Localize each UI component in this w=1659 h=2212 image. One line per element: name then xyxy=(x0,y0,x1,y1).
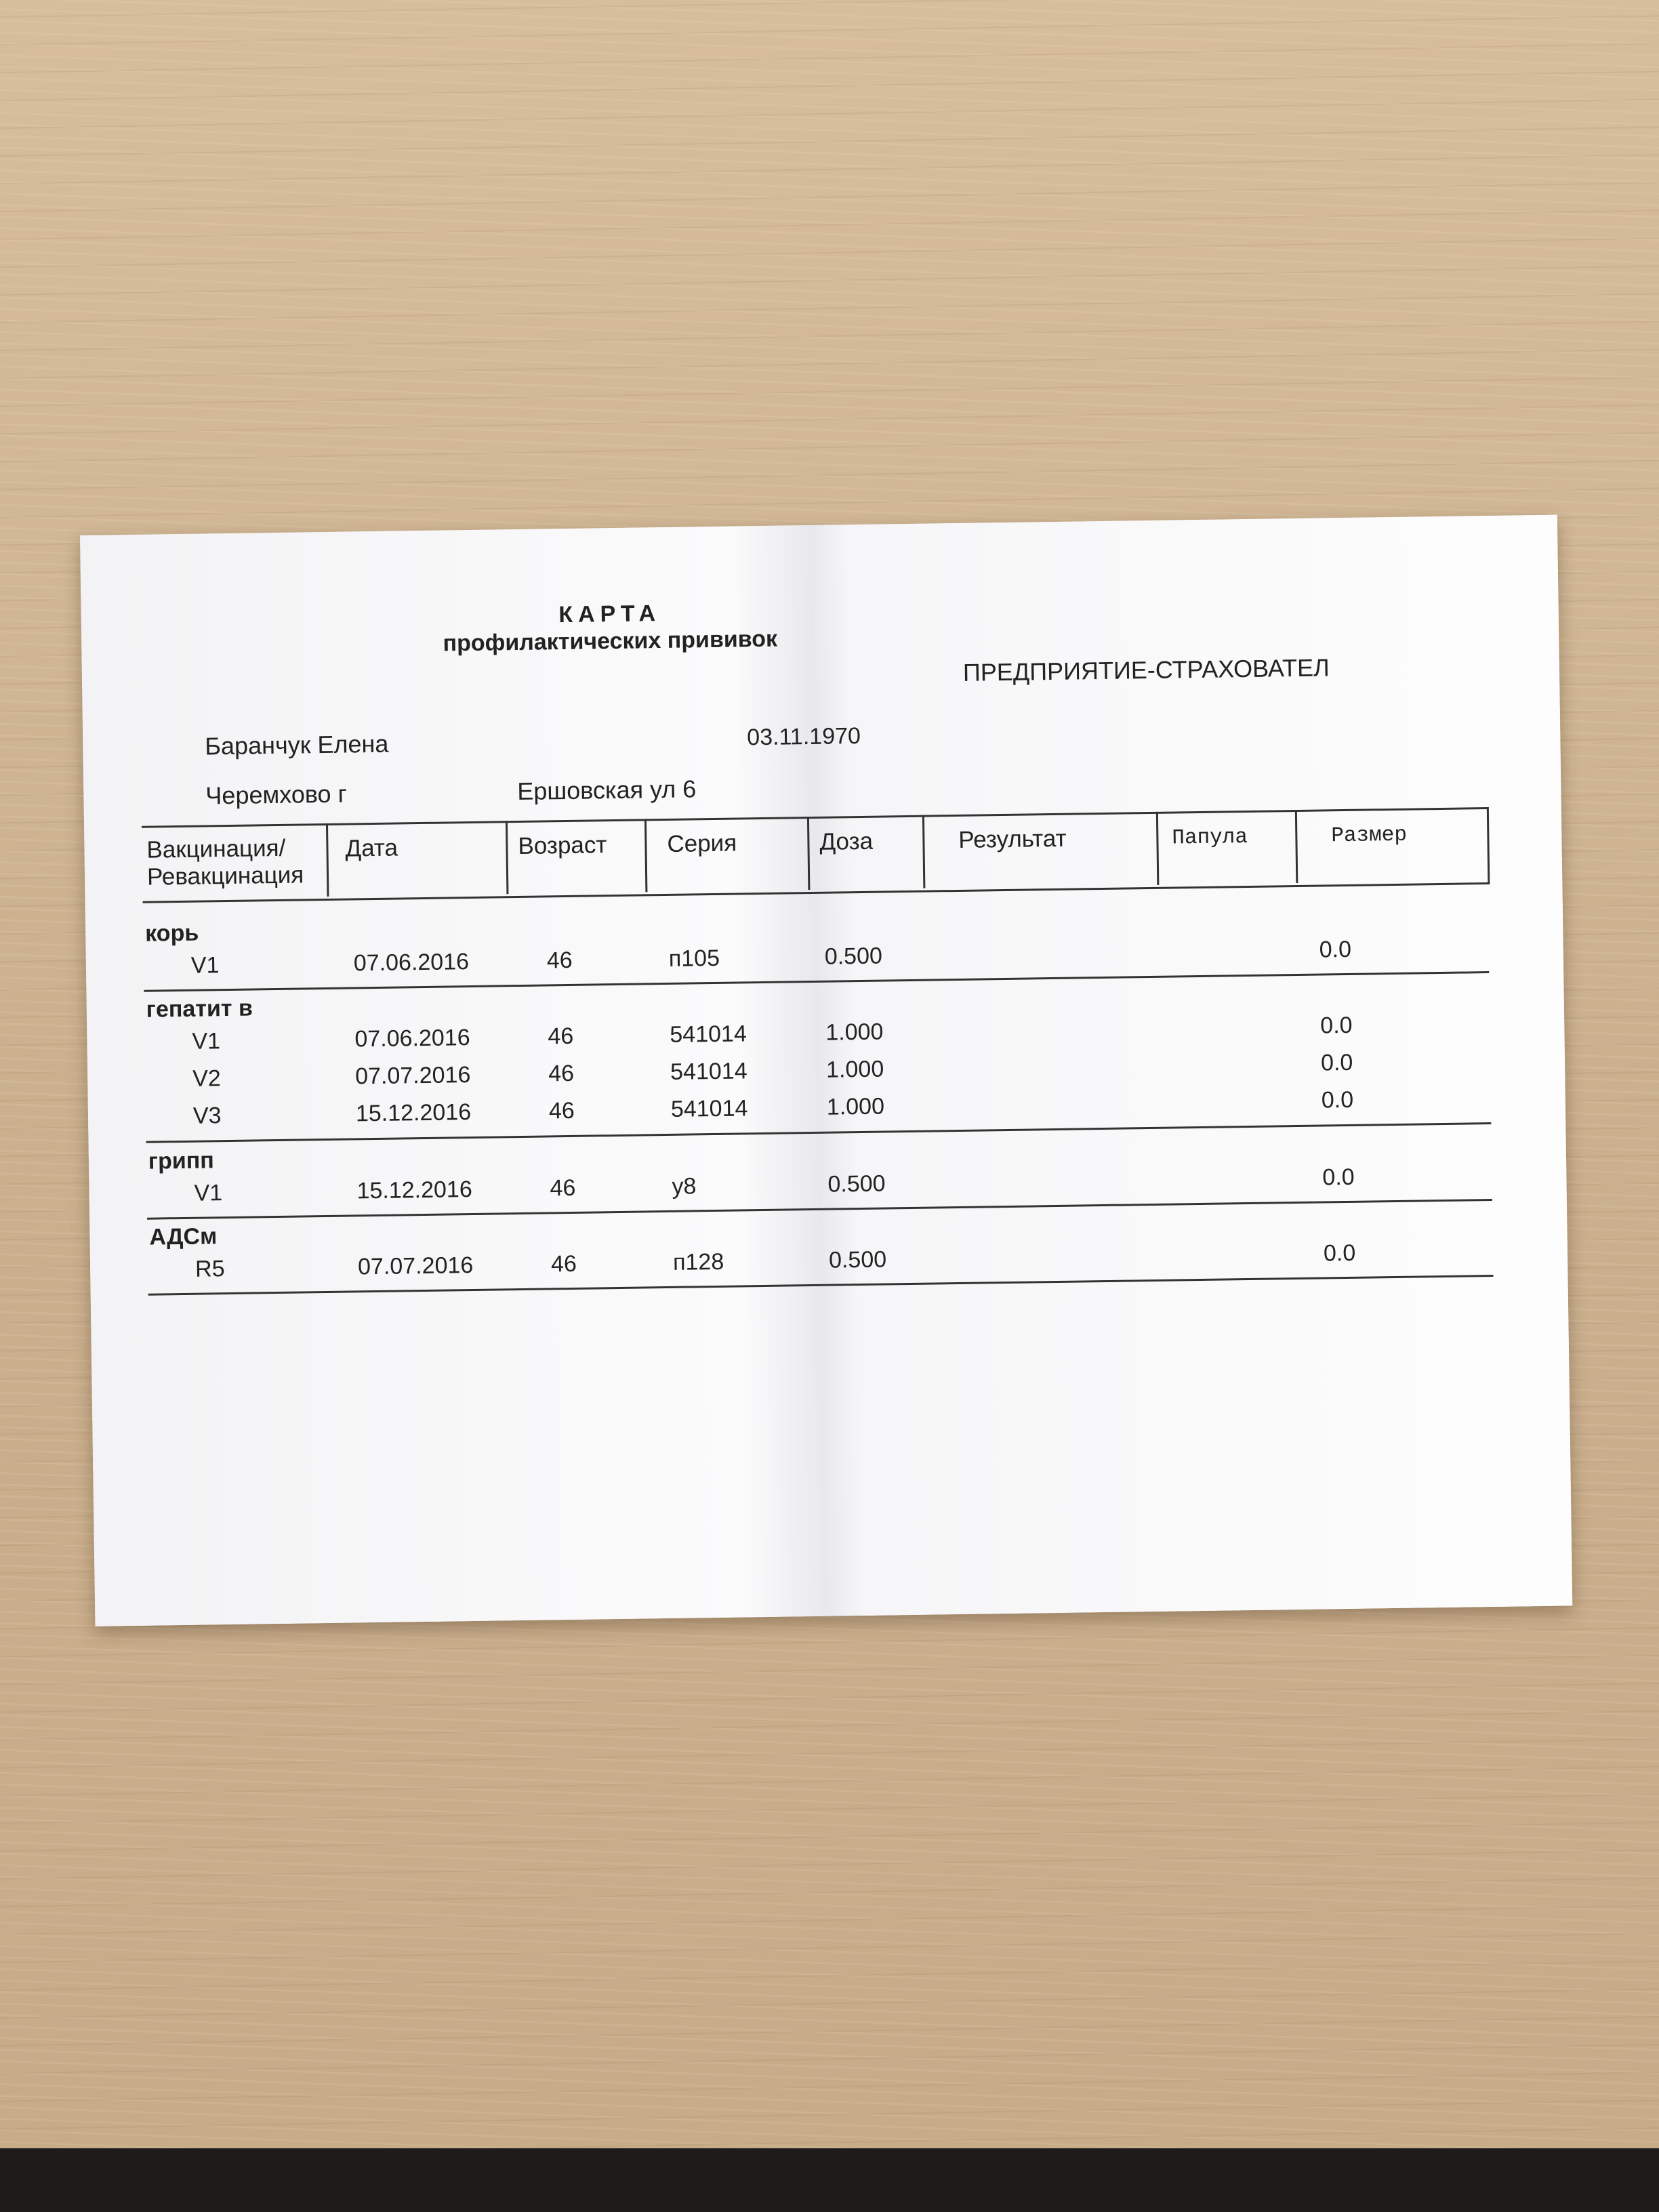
row-date: 07.07.2016 xyxy=(357,1252,474,1280)
patient-street: Ершовская ул 6 xyxy=(517,775,697,806)
group-label-measles: корь xyxy=(144,920,199,947)
row-stage: V1 xyxy=(194,1180,223,1206)
row-dose: 0.500 xyxy=(824,943,883,970)
row-date: 07.06.2016 xyxy=(353,949,470,977)
row-series: п105 xyxy=(668,945,720,972)
group-divider xyxy=(148,1275,1494,1296)
column-age: Возраст xyxy=(518,832,607,860)
group-divider xyxy=(144,971,1489,992)
group-label-adsm: АДСм xyxy=(149,1223,218,1250)
row-date: 07.06.2016 xyxy=(354,1025,470,1052)
column-vaccination-line2: Ревакцинация xyxy=(146,861,304,890)
card-subtitle: профилактических прививок xyxy=(443,626,778,657)
patient-city: Черемхово г xyxy=(205,779,347,810)
row-date: 07.07.2016 xyxy=(354,1062,471,1090)
row-age: 46 xyxy=(550,1174,576,1202)
row-dose: 0.500 xyxy=(827,1170,886,1197)
group-divider xyxy=(147,1199,1492,1220)
row-size: 0.0 xyxy=(1319,936,1352,963)
row-stage: V1 xyxy=(190,952,220,979)
group-label-hepatitis-b: гепатит в xyxy=(146,995,253,1023)
patient-birth-date: 03.11.1970 xyxy=(746,722,861,751)
card-title: КАРТА xyxy=(558,600,661,628)
row-date: 15.12.2016 xyxy=(356,1176,472,1204)
row-size: 0.0 xyxy=(1321,1086,1354,1113)
column-result: Результат xyxy=(958,825,1067,853)
row-stage: R5 xyxy=(194,1256,225,1282)
row-stage: V1 xyxy=(192,1028,221,1054)
vaccination-card xyxy=(80,515,1572,1626)
row-age: 46 xyxy=(548,1060,575,1087)
row-age: 46 xyxy=(546,947,573,974)
column-series: Серия xyxy=(667,830,737,857)
insurer-label: ПРЕДПРИЯТИЕ-СТРАХОВАТЕЛ xyxy=(962,653,1330,687)
patient-name: Баранчук Елена xyxy=(205,729,389,760)
column-papule: Папула xyxy=(1172,825,1248,851)
row-series: 541014 xyxy=(670,1058,747,1085)
row-stage: V3 xyxy=(192,1103,222,1129)
row-age: 46 xyxy=(548,1023,574,1050)
row-age: 46 xyxy=(550,1250,577,1277)
row-size: 0.0 xyxy=(1323,1240,1356,1267)
column-vaccination-line1: Вакцинация/ xyxy=(146,834,286,863)
row-dose: 0.500 xyxy=(828,1246,887,1273)
table-edge-shadow xyxy=(0,2148,1659,2212)
column-size: Размер xyxy=(1331,823,1408,848)
row-dose: 1.000 xyxy=(826,1093,885,1120)
row-size: 0.0 xyxy=(1320,1012,1353,1039)
column-date: Дата xyxy=(345,834,398,862)
row-stage: V2 xyxy=(192,1065,222,1092)
row-age: 46 xyxy=(548,1097,575,1124)
group-label-influenza: грипп xyxy=(148,1147,215,1174)
row-size: 0.0 xyxy=(1322,1164,1355,1191)
row-dose: 1.000 xyxy=(825,1056,884,1083)
row-series: 541014 xyxy=(670,1021,747,1048)
row-dose: 1.000 xyxy=(825,1019,884,1046)
row-size: 0.0 xyxy=(1320,1049,1353,1076)
row-series: п128 xyxy=(672,1248,724,1275)
row-series: у8 xyxy=(672,1173,697,1200)
group-divider xyxy=(146,1122,1491,1143)
row-series: 541014 xyxy=(670,1095,748,1122)
row-date: 15.12.2016 xyxy=(355,1099,472,1127)
column-dose: Доза xyxy=(819,827,874,855)
